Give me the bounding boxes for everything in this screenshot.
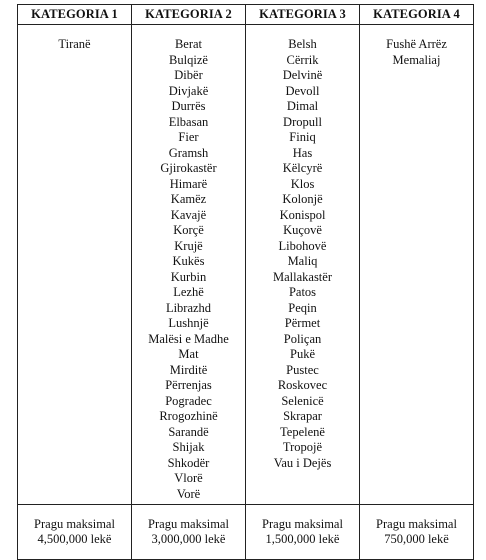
threshold-label: Pragu maksimal (34, 516, 115, 531)
category-3-header: KATEGORIA 3 (246, 5, 360, 25)
municipality-item: Tepelenë (280, 424, 325, 439)
municipality-item: Belsh (288, 37, 317, 51)
municipality-item: Mirditë (169, 362, 208, 377)
municipality-item: Delvinë (282, 68, 323, 82)
municipality-item: Lushnjë (168, 316, 209, 330)
municipality-item: Shijak (172, 440, 205, 454)
category-3-threshold (246, 505, 360, 560)
municipality-item: Vlorë (174, 471, 203, 485)
municipality-item: Cërrik (286, 52, 319, 67)
municipality-item: Rrogozhinë (159, 409, 218, 423)
municipality-item: Bulqizë (169, 52, 208, 67)
municipality-item: Lezhë (173, 285, 204, 299)
municipality-item: Pustec (286, 362, 319, 377)
municipality-item: Këlcyrë (282, 161, 323, 175)
category-table (17, 4, 474, 560)
municipality-item: Sarandë (168, 424, 209, 439)
category-2-municipalities (132, 25, 246, 505)
municipality-item: Klos (290, 176, 315, 191)
municipality-item: Kavajë (170, 207, 207, 222)
category-1-threshold (18, 505, 132, 560)
municipality-item: Vau i Dejës (273, 455, 332, 470)
municipality-item: Shkodër (167, 455, 210, 470)
municipality-item: Konispol (279, 207, 326, 222)
municipality-item: Poliçan (283, 331, 322, 346)
municipality-item: Selenicë (281, 393, 324, 408)
municipality-item: Roskovec (277, 378, 328, 392)
municipality-item: Tiranë (58, 37, 91, 51)
threshold-value: 750,000 lekë (384, 532, 449, 546)
threshold-row (18, 505, 474, 560)
municipality-item: Dropull (283, 114, 322, 129)
category-1-municipalities (18, 25, 132, 505)
municipality-item: Devoll (285, 83, 320, 98)
municipality-item: Pogradec (165, 393, 212, 408)
municipality-item: Berat (174, 37, 203, 51)
municipality-item: Durrës (171, 99, 206, 113)
municipality-item: Kolonjë (282, 192, 323, 206)
threshold-value: 1,500,000 lekë (265, 532, 340, 546)
municipality-item: Mat (178, 347, 199, 361)
municipality-item: Fushë Arrëz (386, 37, 447, 51)
category-4-threshold (360, 505, 474, 560)
threshold-label: Pragu maksimal (148, 516, 229, 531)
municipality-item: Kamëz (170, 192, 207, 206)
municipality-item: Libohovë (278, 238, 327, 253)
municipality-item: Gramsh (168, 145, 209, 160)
municipality-item: Elbasan (168, 114, 209, 129)
municipality-item: Përmet (284, 316, 321, 330)
category-1-header: KATEGORIA 1 (18, 5, 132, 25)
municipality-item: Patos (288, 285, 317, 299)
municipality-item: Memaliaj (392, 52, 441, 67)
municipality-item: Dimal (286, 99, 319, 113)
category-4-header: KATEGORIA 4 (360, 5, 474, 25)
municipality-item: Malësi e Madhe (148, 331, 229, 346)
municipality-item: Maliq (287, 254, 318, 268)
municipality-item: Vorë (176, 486, 201, 501)
threshold-value: 4,500,000 lekë (37, 532, 112, 546)
municipality-item: Përrenjas (165, 378, 212, 392)
municipality-item: Skrapar (283, 409, 322, 423)
municipality-item: Krujë (174, 238, 203, 253)
category-4-municipalities (360, 25, 474, 505)
threshold-label: Pragu maksimal (376, 516, 457, 531)
municipality-item: Tropojë (282, 440, 323, 454)
municipality-item: Divjakë (168, 83, 209, 98)
municipality-item: Peqin (288, 300, 317, 315)
municipality-item: Librazhd (165, 300, 212, 315)
municipality-item: Kuçovë (283, 223, 322, 237)
municipality-item: Fier (178, 130, 199, 144)
municipality-item: Gjirokastër (160, 161, 217, 175)
threshold-value: 3,000,000 lekë (151, 532, 226, 546)
municipality-item: Himarë (169, 176, 208, 191)
municipality-item: Dibër (174, 68, 203, 82)
municipality-item: Korçë (173, 223, 204, 237)
municipality-item: Finiq (289, 130, 316, 144)
header-row (18, 5, 474, 25)
threshold-label: Pragu maksimal (262, 516, 343, 531)
municipality-item: Has (292, 145, 313, 160)
category-2-threshold (132, 505, 246, 560)
municipality-item: Mallakastër (272, 269, 332, 284)
category-3-municipalities (246, 25, 360, 505)
municipality-item: Pukë (290, 347, 315, 361)
category-2-header: KATEGORIA 2 (132, 5, 246, 25)
municipality-row (18, 25, 474, 505)
municipality-item: Kurbin (170, 269, 207, 284)
municipality-item: Kukës (172, 254, 205, 268)
